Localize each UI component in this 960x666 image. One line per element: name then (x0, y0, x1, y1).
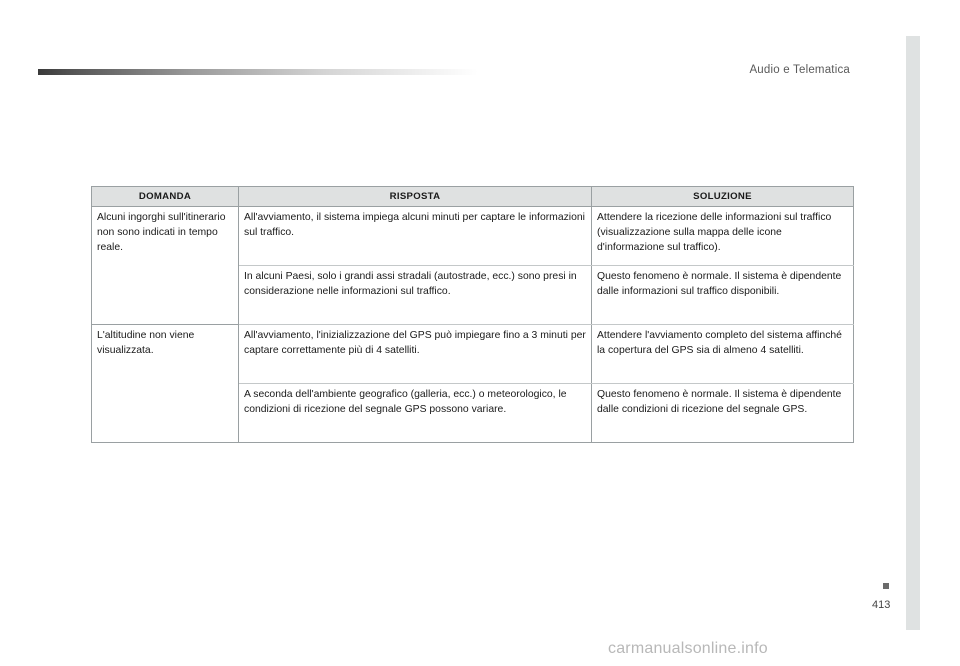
answer-cell: All'avviamento, l'inizializzazione del GPS può impiegare fino a 3 minuti per captare correttamente più di 4 satelliti. (239, 325, 592, 384)
answer-cell: In alcuni Paesi, solo i grandi assi stradali (autostrade, ecc.) sono presi in considerazione nelle informazioni sul traffico. (239, 266, 592, 325)
column-header-domanda: DOMANDA (92, 187, 239, 207)
solution-cell: Attendere l'avviamento completo del sistema affinché la copertura del GPS sia di almeno 4 satelliti. (592, 325, 854, 384)
column-header-soluzione: SOLUZIONE (592, 187, 854, 207)
page-marker-square (883, 583, 889, 589)
answer-cell: A seconda dell'ambiente geografico (galleria, ecc.) o meteorologico, le condizioni di ricezione del segnale GPS possono variare. (239, 384, 592, 443)
side-tab-strip (906, 36, 920, 630)
table-row (92, 325, 854, 384)
table-header-row (92, 187, 854, 207)
answer-cell: All'avviamento, il sistema impiega alcuni minuti per captare le informazioni sul traffico. (239, 207, 592, 266)
solution-cell: Questo fenomeno è normale. Il sistema è dipendente dalle condizioni di ricezione del segnale GPS. (592, 384, 854, 443)
watermark: carmanualsonline.info (608, 640, 768, 657)
table-row (92, 207, 854, 266)
troubleshooting-table (91, 186, 854, 443)
question-cell: Alcuni ingorghi sull'itinerario non sono indicati in tempo reale. (92, 207, 239, 325)
column-header-risposta: RISPOSTA (239, 187, 592, 207)
section-title: Audio e Telematica (749, 64, 850, 76)
solution-cell: Questo fenomeno è normale. Il sistema è dipendente dalle informazioni sul traffico disponibili. (592, 266, 854, 325)
solution-cell: Attendere la ricezione delle informazioni sul traffico (visualizzazione sulla mappa delle icone d'informazione sul traffico). (592, 207, 854, 266)
header-gradient-bar (38, 69, 478, 75)
page-number: 413 (872, 599, 891, 611)
question-cell: L'altitudine non viene visualizzata. (92, 325, 239, 443)
